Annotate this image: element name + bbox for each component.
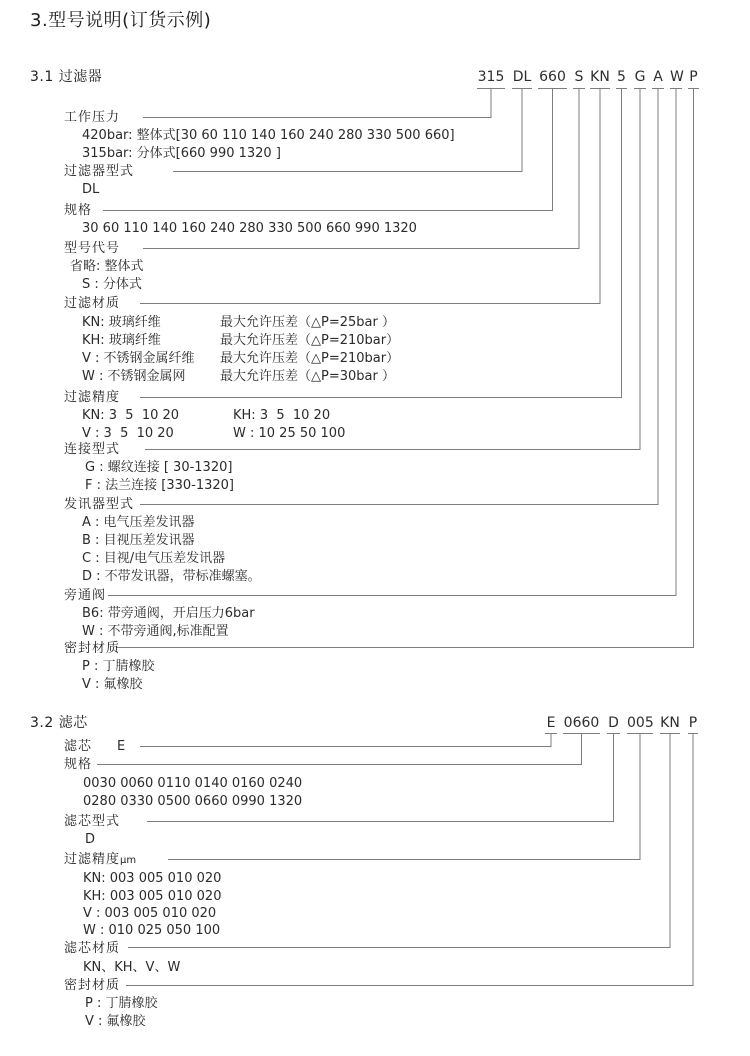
code-part: W — [670, 69, 684, 85]
option-row: W : 不锈钢金属网 — [82, 369, 186, 384]
code-part: G — [634, 69, 646, 85]
code-part: 005 — [627, 715, 654, 731]
label-filtration-rating: 过滤精度 — [64, 390, 121, 405]
code-part: DL — [512, 69, 532, 85]
label-unit-suffix: μm — [120, 855, 137, 866]
option-note: 最大允许压差（△P=25bar ） — [220, 315, 395, 330]
option-row: V : 003 005 010 020 — [83, 906, 217, 921]
code-part: P — [689, 69, 698, 85]
code-part: 0660 — [563, 715, 600, 731]
option-row: G : 螺纹连接 [ 30-1320] — [85, 460, 233, 475]
option-note: KH: 3 5 10 20 — [233, 408, 331, 423]
code-part: KN — [660, 715, 680, 731]
element-code-value: E — [117, 739, 126, 754]
code-part: 315 — [477, 69, 505, 85]
section-heading-filter: 3.1 过滤器 — [30, 69, 103, 85]
option-row: P : 丁腈橡胶 — [82, 659, 155, 674]
label-element-rating — [64, 852, 136, 869]
label-element-seal: 密封材质 — [64, 978, 121, 993]
code-part: A — [653, 69, 663, 85]
option-row: 315bar: 分体式[660 990 1320 ] — [82, 146, 281, 161]
code-part: P — [688, 715, 698, 731]
code-part: D — [608, 715, 619, 731]
option-row: KN: 玻璃纤维 — [82, 315, 161, 330]
option-row: V : 氟橡胶 — [85, 1014, 146, 1029]
option-row: 0280 0330 0500 0660 0990 1320 — [83, 794, 303, 809]
option-row: D — [85, 832, 96, 847]
option-row: KN、KH、V、W — [83, 960, 181, 975]
option-note: 最大允许压差（△P=210bar） — [220, 351, 400, 366]
option-row: 省略: 整体式 — [70, 259, 144, 274]
label-bypass-valve: 旁通阀 — [64, 588, 107, 603]
option-note: 最大允许压差（△P=210bar） — [220, 333, 400, 348]
option-row: 30 60 110 140 160 240 280 330 500 660 990 1320 — [82, 221, 417, 236]
option-row: W : 不带旁通阀,标准配置 — [82, 624, 229, 639]
option-row: V : 不锈钢金属纤维 — [82, 351, 195, 366]
leader-working-pressure — [143, 89, 505, 118]
page-title: 3.型号说明(订货示例) — [30, 10, 212, 31]
label-indicator-type: 发讯器型式 — [64, 497, 135, 512]
code-part: 660 — [539, 69, 566, 85]
option-row: B6: 带旁通阀，开启压力6bar — [82, 606, 255, 621]
option-note: W : 10 25 50 100 — [233, 426, 346, 441]
option-note: 最大允许压差（△P=30bar ） — [220, 369, 395, 384]
option-row: DL — [82, 182, 100, 197]
option-row: 420bar: 整体式[30 60 110 140 160 240 280 330 500 660] — [82, 128, 455, 143]
label-model-code: 型号代号 — [64, 241, 121, 256]
option-row: 0030 0060 0110 0140 0160 0240 — [83, 776, 303, 791]
option-row: P : 丁腈橡胶 — [85, 996, 158, 1011]
label-connection-type: 连接型式 — [64, 442, 121, 457]
label-filter-type: 过滤器型式 — [64, 164, 135, 179]
label-element-spec: 规格 — [64, 757, 93, 772]
label-text: 过滤精度 — [64, 852, 121, 867]
option-row: C : 目视/电气压差发讯器 — [82, 551, 226, 566]
option-row: KN: 3 5 10 20 — [82, 408, 180, 423]
option-row: F : 法兰连接 [330-1320] — [85, 478, 234, 493]
section-heading-element: 3.2 滤芯 — [30, 715, 88, 731]
option-row: KN: 003 005 010 020 — [83, 871, 222, 886]
label-seal-material: 密封材质 — [64, 641, 121, 656]
code-part: E — [546, 715, 556, 731]
code-part: KN — [590, 69, 610, 85]
option-row: KH: 玻璃纤维 — [82, 333, 161, 348]
label-element: 滤芯 — [64, 739, 93, 754]
leader-element-spec — [97, 734, 600, 765]
label-element-material: 滤芯材质 — [64, 941, 121, 956]
option-row: KH: 003 005 010 020 — [83, 889, 222, 904]
label-filter-material: 过滤材质 — [64, 296, 121, 311]
option-row: B : 目视压差发讯器 — [82, 533, 195, 548]
option-row: S : 分体式 — [82, 277, 142, 292]
code-part: S — [574, 69, 584, 85]
label-element-type: 滤芯型式 — [64, 814, 121, 829]
label-specification: 规格 — [64, 203, 93, 218]
leader-element — [140, 734, 557, 747]
option-row: D : 不带发讯器，带标准螺塞。 — [82, 569, 261, 584]
label-working-pressure: 工作压力 — [64, 110, 121, 125]
option-row: V : 3 5 10 20 — [82, 426, 174, 441]
code-part: 5 — [617, 69, 626, 85]
option-row: A : 电气压差发讯器 — [82, 515, 195, 530]
option-row: V : 氟橡胶 — [82, 677, 143, 692]
option-row: W : 010 025 050 100 — [83, 923, 221, 938]
leader-filter-material — [140, 89, 610, 304]
leader-element-seal — [126, 734, 698, 986]
